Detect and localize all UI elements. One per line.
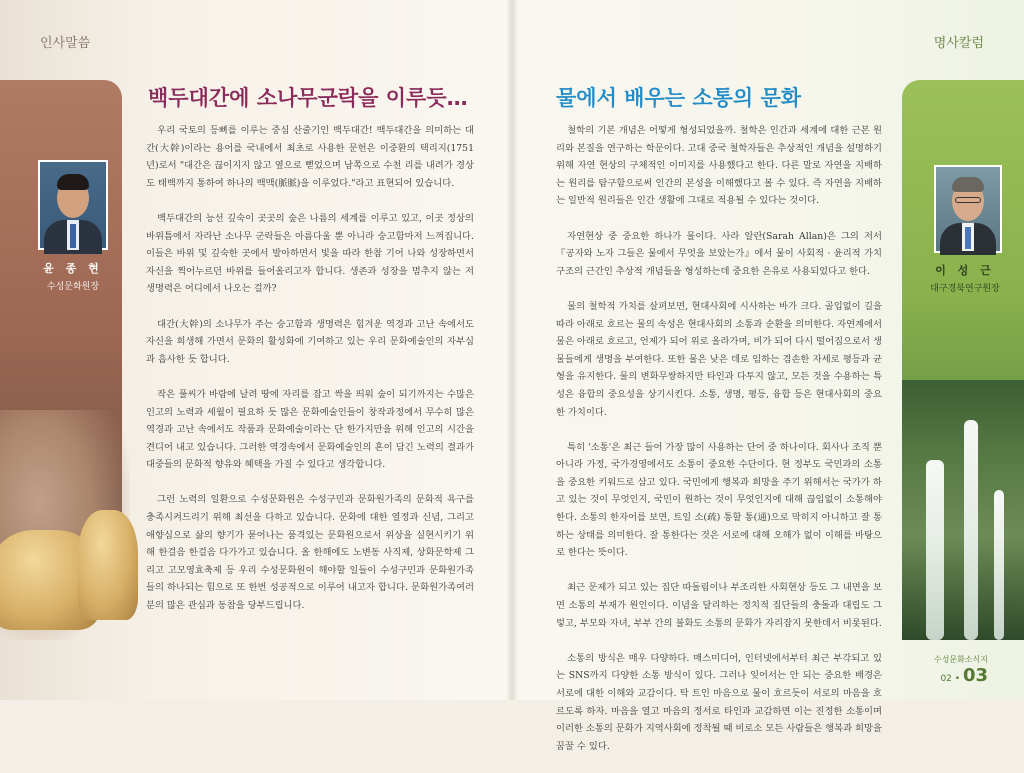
article-title: 물에서 배우는 소통의 문화 (556, 86, 802, 110)
water-stream (994, 490, 1004, 640)
page-number-big: 03 (962, 665, 988, 686)
paragraph: 특히 '소통'은 최근 들어 가장 많이 사용하는 단어 중 하나이다. 회사나 조직 뿐 아니라 가정, 국가경영에서도 소통이 중요한 수단이다. 현 정부도 국민과의 소통을 중요한 키워드로 삼고 있다. 국민에게 행복과 희망을 주기 위해서는 국가가 하고 있는 것이 무엇인지, 국민이 원하는 것이 무엇인지에 대해 끊임없이 소통해야 한다. 소통의 한자어를 보면, 트일 소(疏) 통할 통(通)으로 막히지 아니하고 잘 통하는 상태를 의미한다. 잘 통한다는 것은 서로에 대해 오해가 없이 이해를 바탕으로 한다는 뜻이다. (556, 441, 882, 559)
paragraph: 소통의 방식은 매우 다양하다. 매스미디어, 인터넷에서부터 최근 부각되고 있는 SNS까지 다양한 소통 방식이 있다. 그러나 잊어서는 안 되는 중요한 배경은 서로에 대한 이해와 교감이다. 탁 트인 마음으로 물이 흐르듯이 서로의 마음을 흐르도록 하자. 마음을 열고 마음의 정서로 타인과 교감하면 이는 진정한 소통이며 이러한 소통의 문화가 지역사회에 정착될 때 비로소 모든 사람들은 행복과 희망을 꿈꿀 수 있다. (556, 652, 882, 752)
section-label: 명사칼럼 (933, 36, 984, 51)
person-name: 윤 종 현 (43, 262, 103, 275)
tie-shape (70, 224, 76, 248)
magazine-name: 수성문화소식지 (933, 655, 988, 664)
person-role: 수성문화원장 (46, 282, 100, 292)
left-page (0, 0, 512, 700)
article-body (146, 122, 474, 632)
book-spine-shadow (506, 0, 518, 700)
section-label: 인사말씀 (40, 36, 91, 51)
hair-shape (952, 177, 984, 192)
paragraph: 그런 노력의 일환으로 수성문화원은 수성구민과 문화원가족의 문화적 욕구를 충족시켜드리기 위해 최선을 다하고 있습니다. 문화에 대한 열정과 신념, 그리고 애향심으로 삶의 향기가 묻어나는 품격있는 문화원으로서 위상을 실현시키기 위해 한걸음 한걸음 다가가고 있습니다. 올 한해에도 노변동 사직제, 상화문학제 그리고 고모영효축제 등 우리 수성문화원이 해야할 일들이 수성구민과 문화원가족들의 하나되는 힘으로 또 한번 성공적으로 이루어 내고자 합니다. 문화원가족여러분의 많은 관심과 동참을 당부드립니다. (146, 494, 474, 612)
paragraph: 우리 국토의 등뼈를 이루는 중심 산줄기인 백두대간! 백두대간을 의미하는 대간(大幹)이라는 용어를 국내에서 최초로 사용한 문헌은 이중환의 택리지(1751년)로서 "대간은 끊이지지 않고 옆으로 뻗었으며 남쪽으로 수천 리를 내려가 경상도 태백까지 통하여 하나의 백맥(脈脈)을 이루었다."라고 표현되어 있습니다. (146, 125, 474, 189)
profile-name-block (32, 260, 114, 292)
paragraph: 물의 철학적 가치를 살펴보면, 현대사회에 시사하는 바가 크다. 골입없이 길을 따라 아래로 흐르는 물의 속성은 현대사회의 소통과 순환을 의미한다. 자연계에서 물은 아래로 흐르고, 언제가 되어 위로 올라가며, 비가 되어 다시 떨어짐으로서 생물들에게 생명을 부여한다. 또한 물은 낮은 데로 임하는 겸손한 자세로 평등과 균형을 유지한다. 물의 변화무쌍하지만 타인과 다투지 않고, 모든 것을 수용하는 특성은 융합의 중요성을 상기시킨다. 소통, 생명, 평등, 융합 등은 현대사회의 중요한 가치이다. (556, 300, 882, 418)
water-stream (964, 420, 978, 640)
article-body (556, 122, 882, 773)
article-title: 백두대간에 소나무군락을 이루듯… (148, 86, 468, 110)
paragraph: 자연현상 중 중요한 하나가 물이다. 사라 알란(Sarah Allan)은 그의 저서 『공자와 노자 그들은 물에서 무엇을 보았는가』에서 물이 사회적 · 윤리적 가치 구조의 근간인 추상적 개념들을 형성하는데 중요한 은유로 사용되었다고 한다. (556, 230, 882, 277)
paragraph: 최근 문제가 되고 있는 집단 따돌림이나 부조리한 사회현상 등도 그 내면을 보면 소통의 부재가 원인이다. 이념을 달리하는 정치적 집단들의 충돌과 대립도 그렇고, 부모와 자녀, 부부 간의 불화도 소통의 문화가 자리잡지 못한데서 비롯된다. (556, 582, 882, 629)
pottery-image (78, 510, 138, 620)
paragraph: 백두대간의 능선 깊숙이 곳곳의 숲은 나름의 세계를 이루고 있고, 이곳 정상의 바위틈에서 자라난 소나무 군락들은 아름다울 뿐 아니라 숭고함마저 느껴집니다. 이들은 바위 및 깊숙한 곳에서 발아하면서 빛을 따라 한참 기어 나와 성장하면서 자신을 찍어누르던 바위를 들어올리고자 합니다. 생존과 성장을 멈추지 않는 저 생명력은 어디에서 나오는 걸까? (146, 212, 474, 295)
glasses-shape (955, 197, 981, 203)
person-role: 대구경북연구원장 (930, 284, 1000, 294)
water-stream (926, 460, 944, 640)
right-page (512, 0, 1024, 752)
paragraph: 대간(大幹)의 소나무가 주는 숭고함과 생명력은 힘겨운 역경과 고난 속에서도 자신을 희생해 가면서 문화의 활성화에 기여하고 있는 우리 문화예술인의 자부심과 흡사한 듯 합니다. (146, 318, 474, 365)
paragraph: 철학의 기본 개념은 어떻게 형성되었을까. 철학은 인간과 세계에 대한 근본 원리와 본질을 연구하는 학문이다. 고대 중국 철학자들은 추상적인 개념을 설명하기 위해 자연 현상의 구체적인 이미지를 사용했다고 한다. 다른 말로 자연을 지배하는 원리를 탐구함으로써 인간의 본성을 이해했다고 볼 수 있다. 즉 자연을 지배하는 일반적 원리들은 인간 생활에 그대로 적용될 수 있다는 것이다. (556, 125, 882, 207)
page-numbers: 02 • (940, 674, 963, 684)
person-name: 이 성 근 (935, 264, 995, 277)
waterfall-image (902, 380, 1024, 640)
profile-name-block (924, 262, 1006, 294)
profile-photo (934, 165, 1002, 253)
right-profile-band (902, 80, 1024, 620)
profile-photo (38, 160, 108, 250)
paragraph: 작은 풀씨가 바람에 날려 땅에 자리를 잡고 싹을 띄워 숲이 되기까지는 수많은 인고의 노력과 세월이 필요하 듯 많은 문화예술인들이 창작과정에서 무수히 많은 역경과 고난 속에서도 작품과 문화예술이라는 단 한가지만을 위해 인고의 시간을 견디어 내고 있습니다. 그러한 역경속에서 문화예술인의 혼이 담긴 노력의 결과가 대중들의 문화적 향유와 혜택을 가질 수 있다고 생각합니다. (146, 388, 474, 471)
tie-shape (965, 227, 971, 249)
hair-shape (57, 174, 89, 190)
page-folio (934, 654, 988, 686)
